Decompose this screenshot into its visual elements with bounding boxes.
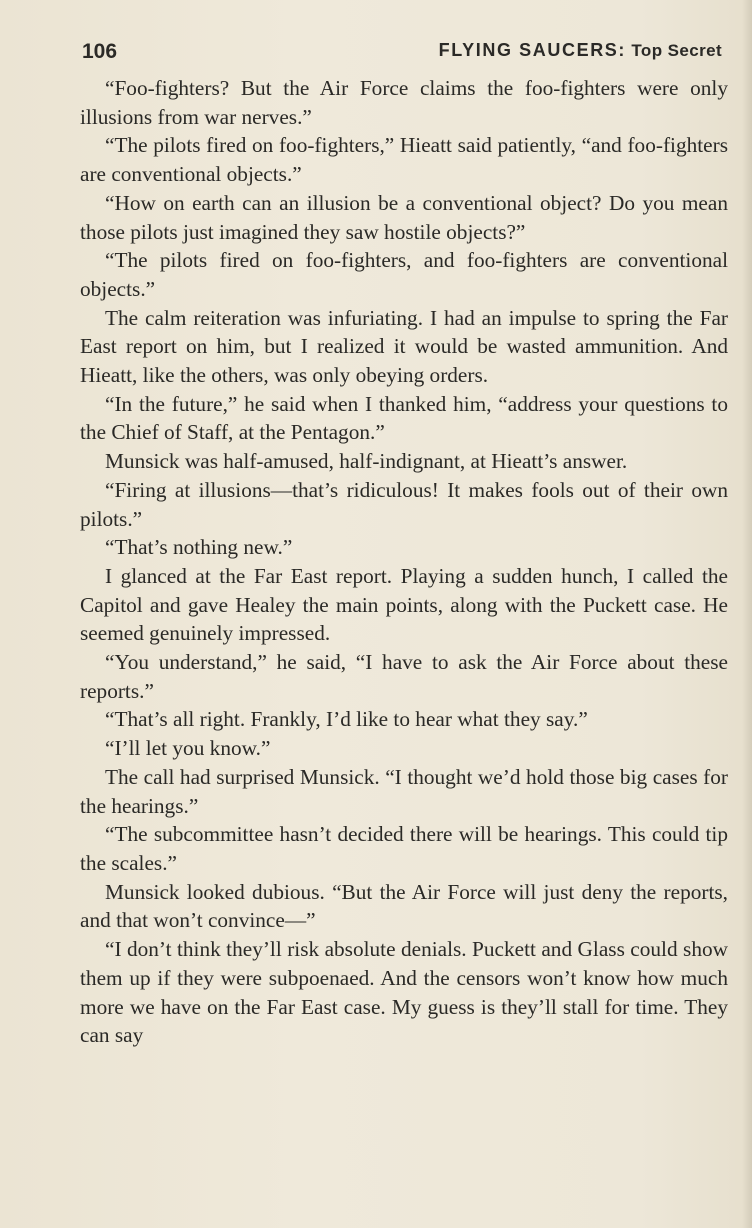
paragraph: “The pilots fired on foo-fighters,” Hieatt said patiently, “and foo-fighters are conventional objects.” [80,133,728,187]
paragraph: “How on earth can an illusion be a conventional object? Do you mean those pilots just imagined they saw hostile objects?” [80,190,728,244]
paragraph: “I’ll let you know.” [105,736,271,761]
body-text [80,74,728,1050]
paragraph: “The subcommittee hasn’t decided there will be hearings. This could tip the scales.” [80,822,728,875]
page-edge-shadow [742,0,752,1228]
paragraph: “In the future,” he said when I thanked him, “address your questions to the Chief of Staff, at the Pentagon.” [80,391,728,445]
page-number: 106 [82,40,118,63]
running-head [439,40,722,61]
paragraph: “The pilots fired on foo-fighters, and foo-fighters are conventional objects.” [80,248,728,301]
paragraph: “That’s all right. Frankly, I’d like to hear what they say.” [105,707,588,732]
paragraph: Munsick looked dubious. “But the Air Force will just deny the reports, and that won’t convince—” [80,879,728,933]
running-head-title: FLYING SAUCERS: [438,40,626,60]
paragraph: The call had surprised Munsick. “I thought we’d hold those big cases for the hearings.” [80,764,728,818]
paragraph: Munsick was half-amused, half-indignant, at Hieatt’s answer. [105,449,628,474]
running-head-subtitle: Top Secret [631,41,722,60]
paragraph: “That’s nothing new.” [105,535,293,560]
paragraph: “You understand,” he said, “I have to ask the Air Force about these reports.” [80,650,728,703]
paragraph: The calm reiteration was infuriating. I had an impulse to spring the Far East report on him, but I realized it would be wasted ammunition. And Hieatt, like the others, was only obeying orders. [80,305,728,388]
paragraph: I glanced at the Far East report. Playing a sudden hunch, I called the Capitol and gave Healey the main points, along with the Puckett case. He seemed genuinely impressed. [80,563,728,646]
page-header [82,40,722,72]
paragraph: “Foo-fighters? But the Air Force claims the foo-fighters were only illusions from war nerves.” [80,76,728,129]
paragraph: “I don’t think they’ll risk absolute denials. Puckett and Glass could show them up if they were subpoenaed. And the censors won’t know how much more we have on the Far East case. My guess is they’ll stall for time. They can say [80,937,728,1048]
paragraph: “Firing at illusions—that’s ridiculous! It makes fools out of their own pilots.” [80,477,728,531]
